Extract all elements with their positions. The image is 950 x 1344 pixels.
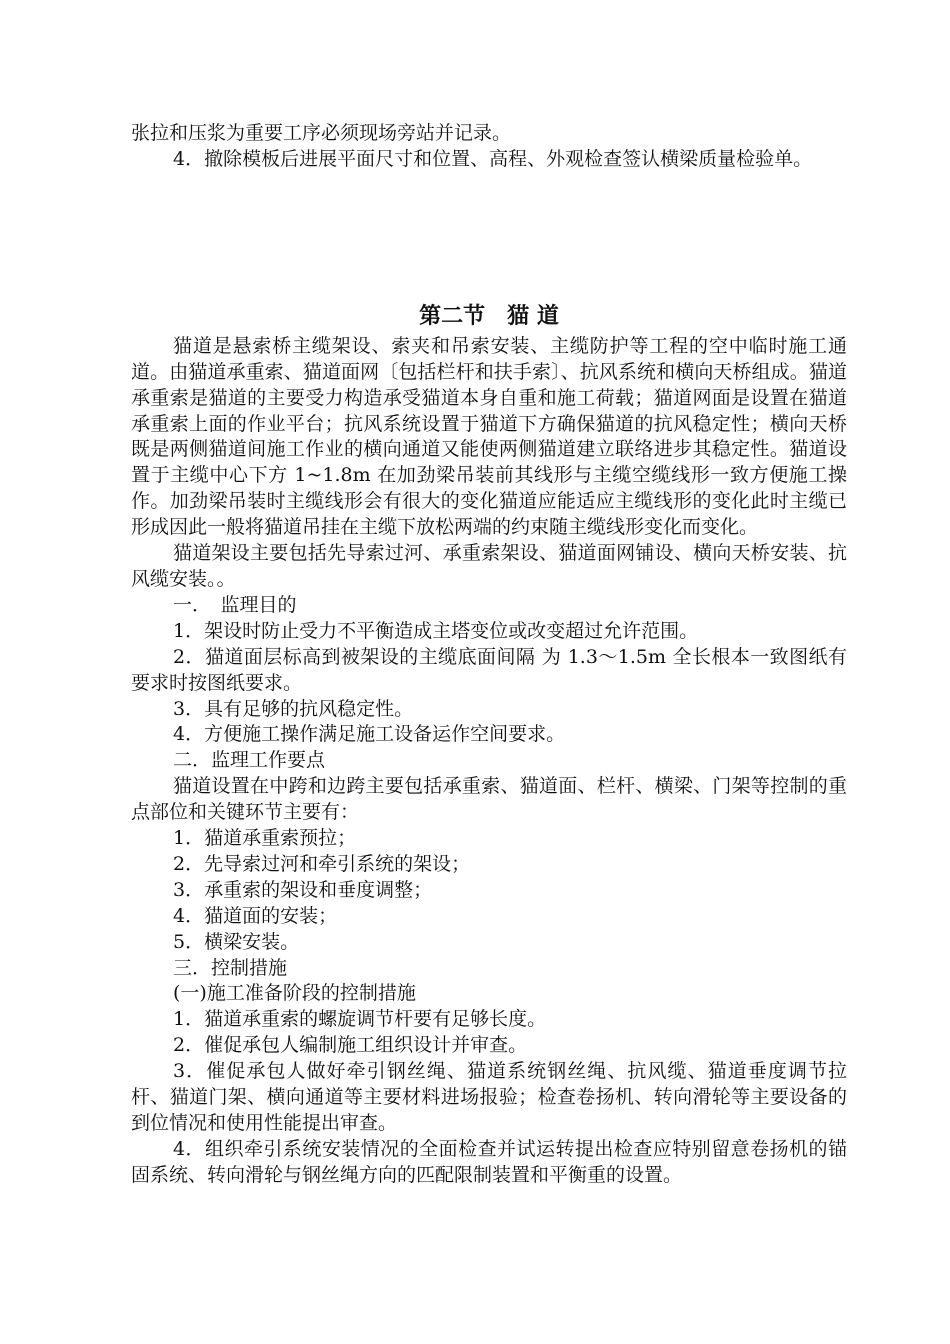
list-item: 5．横梁安装。 bbox=[173, 930, 300, 953]
subheading-preparation-phase: (一)施工准备阶段的控制措施 bbox=[173, 982, 416, 1005]
list-item: 3．催促承包人做好牵引钢丝绳、猫道系统钢丝绳、抗风缆、猫道垂度调节拉杆、猫道门架、横向通道等主要材料进场报验；检查卷扬机、转向滑轮等主要设备的到位情况和使用性能提出审查。 bbox=[131, 1060, 847, 1134]
paragraph-continuation: 张拉和压浆为重要工序必须现场旁站并记录。 bbox=[131, 122, 512, 144]
list-item: 1．猫道承重索的螺旋调节杆要有足够长度。 bbox=[173, 1008, 547, 1031]
list-item: 4．猫道面的安装； bbox=[173, 904, 338, 927]
heading-control-measures: 三．控制措施 bbox=[173, 956, 288, 979]
list-item: 2．催促承包人编制施工组织设计并审查。 bbox=[173, 1034, 528, 1057]
list-item: 2．猫道面层标高到被架设的主缆底面间隔 为 1.3～1.5m 全长根本一致图纸有要求时按图纸要求。 bbox=[131, 645, 847, 694]
heading-supervision-key-points: 二．监理工作要点 bbox=[173, 749, 326, 772]
document-page bbox=[131, 121, 847, 1189]
paragraph-catwalk-intro: 猫道是悬索桥主缆架设、索夹和吊索安装、主缆防护等工程的空中临时施工通道。由猫道承重索、猫道面网〔包括栏杆和扶手索〕、抗风系统和横向天桥组成。猫道承重索是猫道的主要受力构造承受猫道本身自重和施工荷载；猫道网面是设置在猫道承重索上面的作业平台；抗风系统设置于猫道下方确保猫道的抗风稳定性；横向天桥既是两侧猫道间施工作业的横向通道又能使两侧猫道建立联络进步其稳定性。猫道设置于主缆中心下方 1~1.8m 在加劲梁吊装前其线形与主缆空缆线形一致方便施工操作。加劲梁吊装时主缆线形会有很大的变化猫道应能适应主缆线形的变化此时主缆已形成因此一般将猫道吊挂在主缆下放松两端的约束随主缆线形变化而变化。 bbox=[131, 334, 847, 539]
list-item: 4．方便施工操作满足施工设备运作空间要求。 bbox=[173, 723, 566, 746]
section-spacer bbox=[131, 173, 847, 301]
list-item: 3．具有足够的抗风稳定性。 bbox=[173, 697, 414, 720]
paragraph-catwalk-scope: 猫道架设主要包括先导索过河、承重索架设、猫道面网铺设、横向天桥安装、抗风缆安装。。 bbox=[131, 542, 847, 590]
list-item: 1．架设时防止受力不平衡造成主塔变位或改变超过允许范围。 bbox=[173, 619, 699, 642]
list-item: 1．猫道承重索预拉； bbox=[173, 827, 357, 850]
list-item: 4．组织牵引系统安装情况的全面检查并试运转提出检查应特别留意卷扬机的锚固系统、转向滑轮与钢丝绳方向的匹配限制装置和平衡重的设置。 bbox=[131, 1137, 847, 1186]
heading-supervision-purpose: 一． 监理目的 bbox=[173, 593, 297, 616]
list-item: 2．先导索过河和牵引系统的架设； bbox=[173, 852, 471, 875]
paragraph-item-4-inspection: 4．撤除模板后进展平面尺寸和位置、高程、外观检查签认横梁质量检验单。 bbox=[173, 147, 813, 170]
list-item: 3．承重索的架设和垂度调整； bbox=[173, 878, 433, 901]
section-title: 第二节 猫 道 bbox=[419, 302, 559, 329]
paragraph-key-points-intro: 猫道设置在中跨和边跨主要包括承重索、猫道面、栏杆、横梁、门架等控制的重点部位和关键环节主要有： bbox=[131, 775, 847, 824]
